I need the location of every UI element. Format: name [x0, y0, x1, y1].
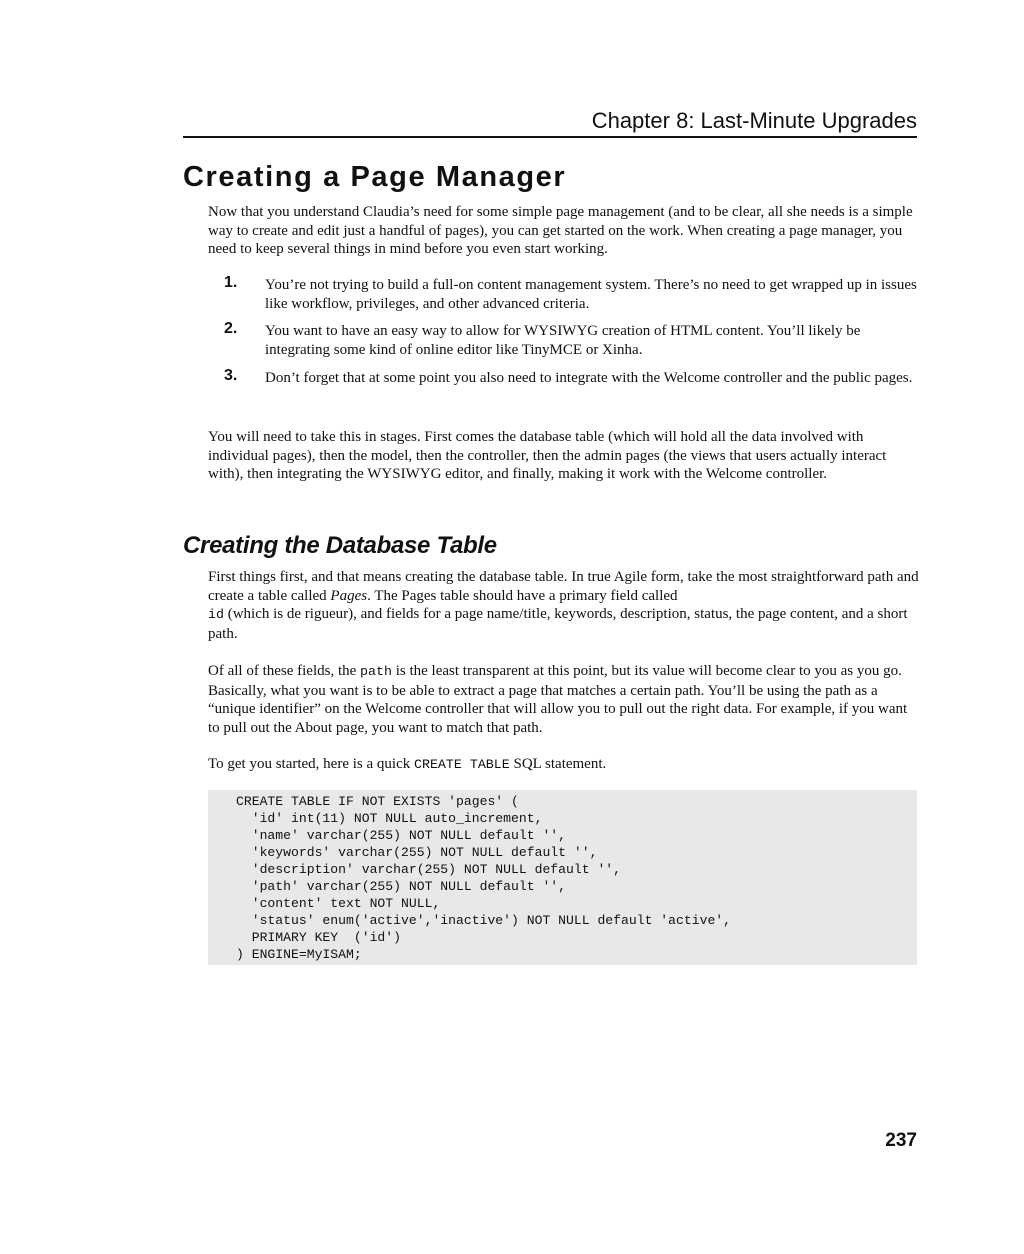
- text-run: (which is de rigueur), and fields for a page name/title, keywords, description, status, the page content, and a short path.: [208, 606, 908, 643]
- sql-intro-paragraph: [208, 755, 920, 775]
- path-inline-code: path: [360, 664, 392, 679]
- id-inline-code: id: [208, 607, 224, 623]
- list-number: 3.: [224, 366, 238, 384]
- code-line: 'path' varchar(255) NOT NULL default '',: [236, 879, 567, 894]
- code-line: 'keywords' varchar(255) NOT NULL default '',: [236, 845, 598, 860]
- text-run: is the least transparent at this point, but its value will become clear to you as you go. Basically, what you want is to be able to extract a page that matches a certain path. You’ll be using the path as a “unique identifier” on the Welcome controller that will allow you to pull out the right data. For example, if you want to pull out the About page, you want to match that path.: [208, 663, 908, 737]
- considerations-list: [208, 276, 920, 397]
- intro-paragraph: Now that you understand Claudia’s need for some simple page management (and to be clear, all she needs is a simple way to create and edit just a handful of pages), you can get started on the work. When creating a page manager, you need to keep several things in mind before you even start working.: [208, 204, 913, 258]
- text-run: First things first, and that means creating the database table. In true Agile form, take the most straightforward path and create a table called: [208, 569, 919, 604]
- list-number: 2.: [224, 320, 238, 338]
- list-item-text: You’re not trying to build a full-on content management system. There’s no need to get wrapped up in issues like workflow, privileges, and other advanced criteria.: [265, 277, 917, 312]
- header-rule: [183, 136, 917, 138]
- text-run: Of all of these fields, the: [208, 663, 361, 679]
- pages-italic: Pages: [330, 587, 368, 604]
- code-line: 'id' int(11) NOT NULL auto_increment,: [236, 811, 543, 826]
- code-line: 'name' varchar(255) NOT NULL default '',: [236, 828, 567, 843]
- text-run: SQL statement.: [509, 756, 607, 772]
- code-line: 'content' text NOT NULL,: [236, 896, 441, 911]
- running-head: Chapter 8: Last-Minute Upgrades: [591, 108, 917, 133]
- text-run: To get you started, here is a quick: [208, 756, 414, 772]
- list-item: [208, 276, 920, 313]
- table-intro-paragraph: [208, 568, 920, 644]
- create-table-inline-code: CREATE TABLE: [413, 757, 510, 772]
- list-item-text: Don’t forget that at some point you also need to integrate with the Welcome controller and the public pages.: [265, 369, 913, 386]
- code-line: 'description' varchar(255) NOT NULL default '',: [236, 862, 622, 877]
- section-title-page-manager: Creating a Page Manager: [183, 161, 567, 193]
- code-line: CREATE TABLE IF NOT EXISTS 'pages' (: [236, 794, 519, 809]
- list-number: 1.: [224, 274, 238, 291]
- code-line: PRIMARY KEY ('id'): [236, 930, 402, 945]
- path-paragraph: [208, 662, 920, 738]
- text-run: . The Pages table should have a primary field called: [367, 587, 678, 604]
- list-item-text: You want to have an easy way to allow for WYSIWYG creation of HTML content. You’ll likely be integrating some kind of online editor like TinyMCE or Xinha.: [265, 323, 861, 359]
- code-line: ) ENGINE=MyISAM;: [236, 947, 362, 962]
- section-title-database-table: Creating the Database Table: [183, 532, 497, 559]
- list-item: [208, 366, 920, 388]
- sql-code-block: [208, 790, 917, 965]
- list-item: [208, 322, 920, 359]
- page-number: 237: [885, 1130, 917, 1151]
- stages-paragraph: You will need to take this in stages. First comes the database table (which will hold all the data involved with individual pages), then the model, then the controller, then the admin pages (the views that users actually interact with), then integrating the WYSIWYG editor, and finally, making it work with the Welcome controller.: [208, 429, 887, 483]
- code-line: 'status' enum('active','inactive') NOT NULL default 'active',: [236, 913, 732, 928]
